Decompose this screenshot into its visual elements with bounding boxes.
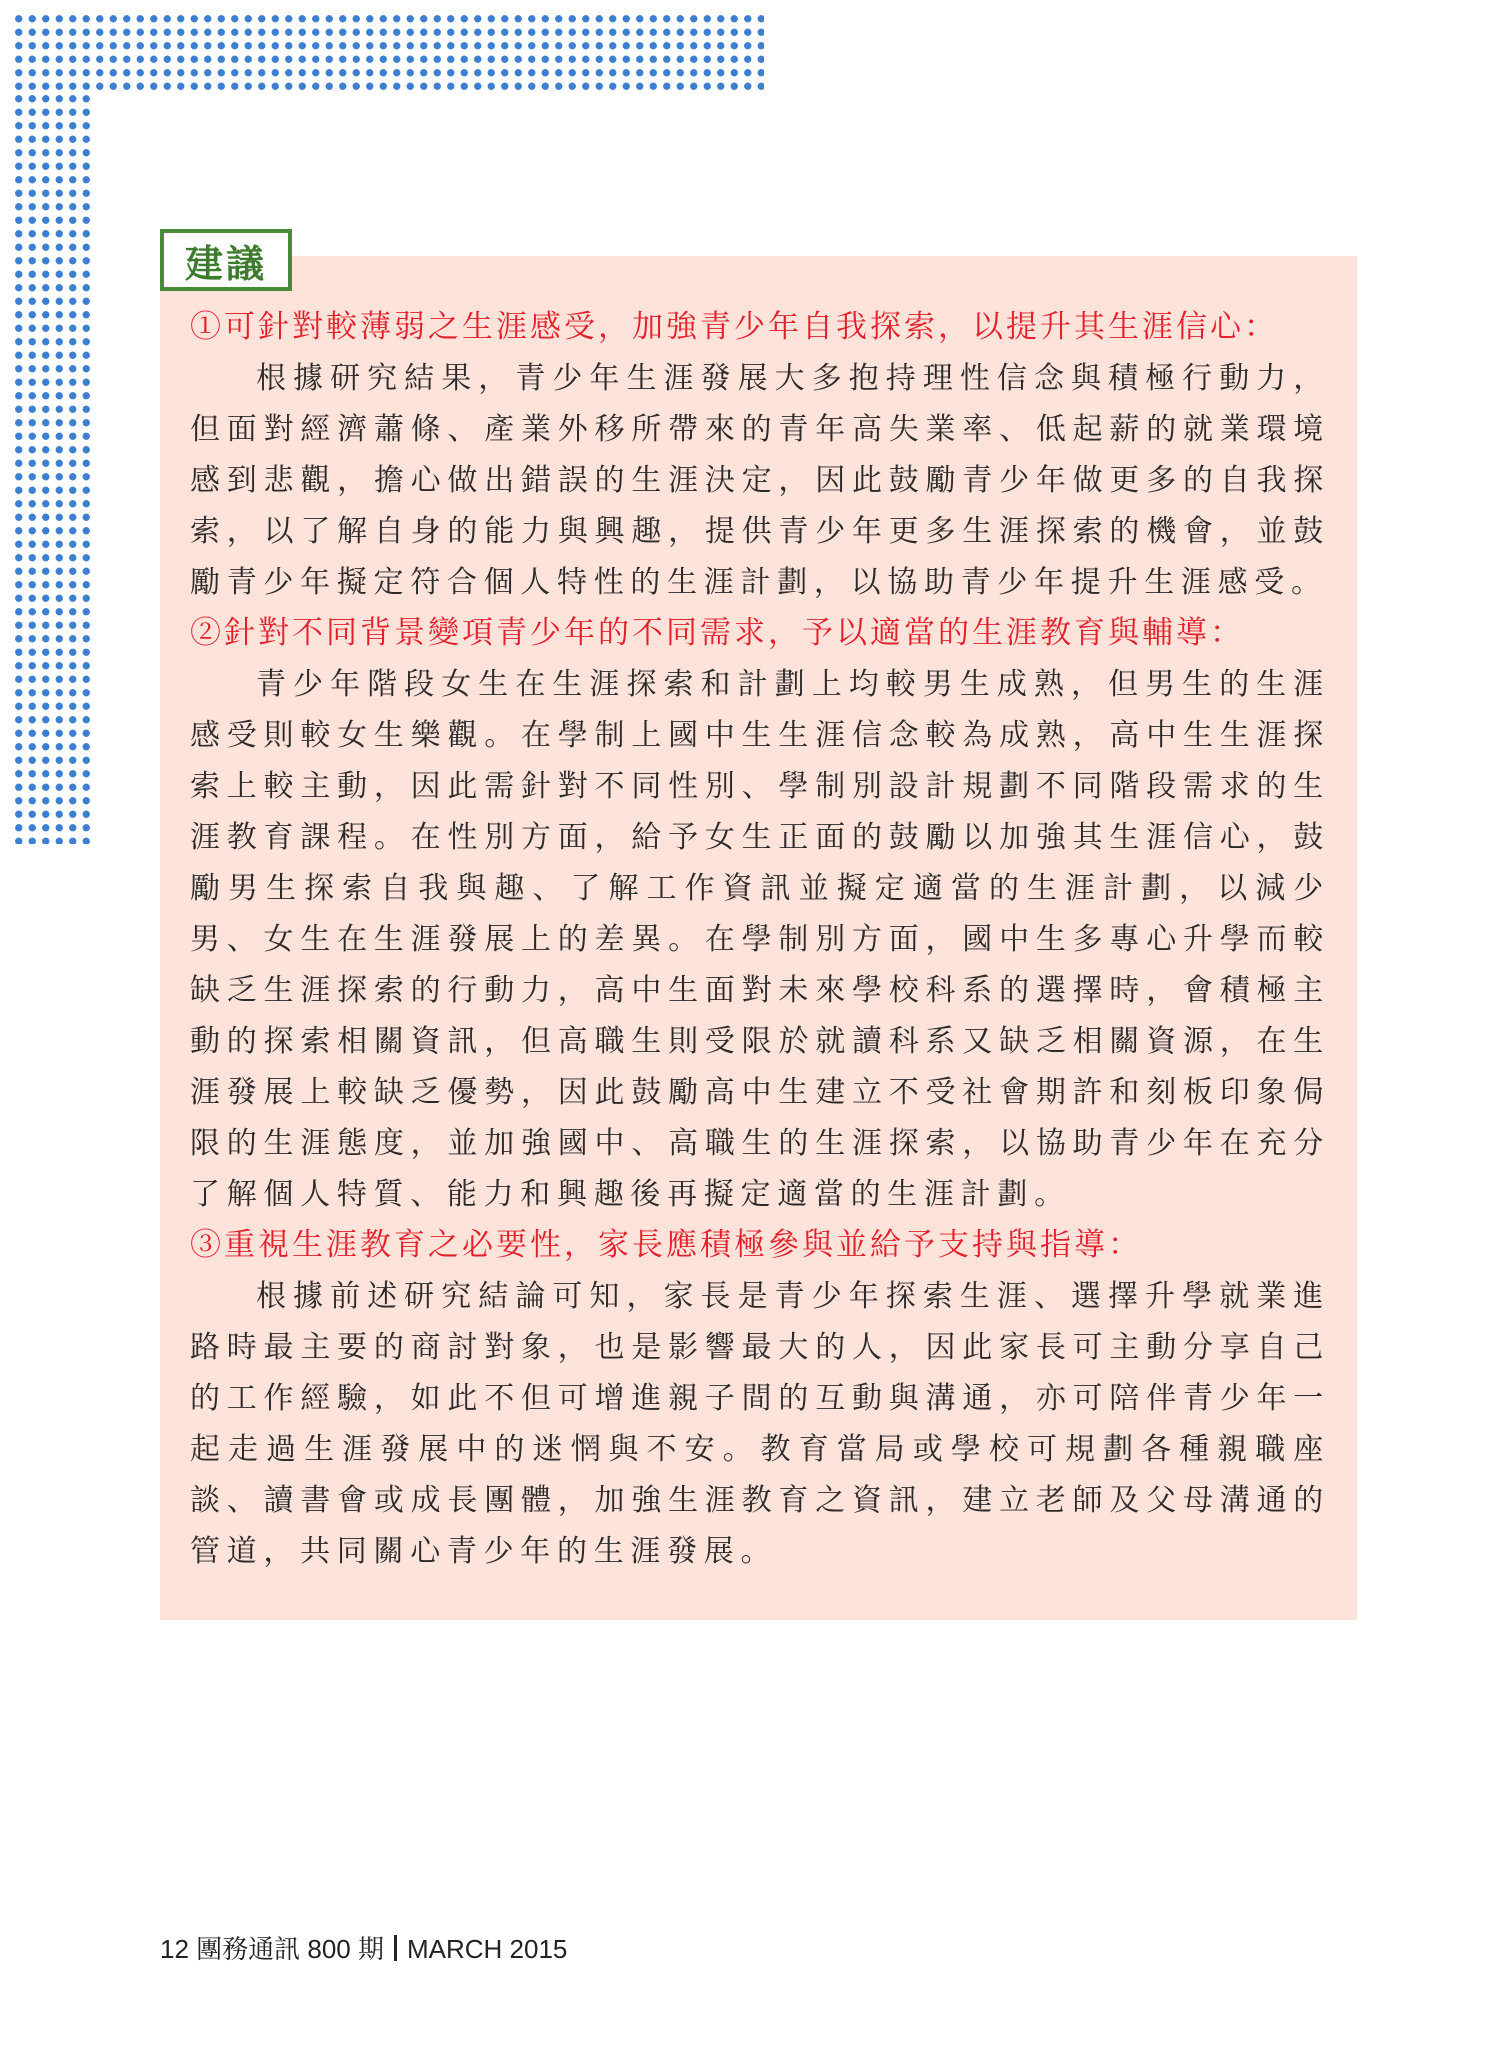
item-heading-2: ②針對不同背景變項青少年的不同需求，予以適當的生涯教育與輔導： <box>190 615 1244 651</box>
section-label: 建議 <box>160 229 292 291</box>
item-heading-3: ③重視生涯教育之必要性，家長應積極參與並給予支持與指導： <box>190 1227 1142 1263</box>
dot-pattern-left <box>12 92 95 844</box>
item-body-2: 青少年階段女生在生涯探索和計劃上均較男生成熟，但男生的生涯感受則較女生樂觀。在學制上國中生生涯信念較為成熟，高中生生涯探索上較主動，因此需針對不同性別、學制別設計規劃不同階段需求的生涯教育課程。在性別方面，給予女生正面的鼓勵以加強其生涯信心，鼓勵男生探索自我與趣、了解工作資訊並擬定適當的生涯計劃，以減少男、女生在生涯發展上的差異。在學制別方面，國中生多專心升學而較缺乏生涯探索的行動力，高中生面對未來學校科系的選擇時，會積極主動的探索相關資訊，但高職生則受限於就讀科系又缺乏相關資源，在生涯發展上較缺乏優勢，因此鼓勵高中生建立不受社會期許和刻板印象侷限的生涯態度，並加強國中、高職生的生涯探索，以協助青少年在充分了解個人特質、能力和興趣後再擬定適當的生涯計劃。 <box>190 667 1330 1212</box>
footer-divider <box>394 1935 397 1961</box>
item-body-3: 根據前述研究結論可知，家長是青少年探索生涯、選擇升學就業進路時最主要的商討對象，也是影響最大的人，因此家長可主動分享自己的工作經驗，如此不但可增進親子間的互動與溝通，亦可陪伴青少年一起走過生涯發展中的迷惘與不安。教育當局或學校可規劃各種親職座談、讀書會或成長團體，加強生涯教育之資訊，建立老師及父母溝通的管道，共同關心青少年的生涯發展。 <box>190 1279 1330 1569</box>
item-heading-1: ①可針對較薄弱之生涯感受，加強青少年自我探索，以提升其生涯信心： <box>190 309 1278 345</box>
suggestion-content <box>190 302 1330 1577</box>
footer-date: MARCH 2015 <box>406 1934 568 1964</box>
footer-issue: 12 團務通訊 800 期 <box>160 1934 384 1964</box>
page-footer <box>160 1929 567 1966</box>
item-body-1: 根據研究結果，青少年生涯發展大多抱持理性信念與積極行動力，但面對經濟蕭條、產業外移所帶來的青年高失業率、低起薪的就業環境感到悲觀，擔心做出錯誤的生涯決定，因此鼓勵青少年做更多的自我探索，以了解自身的能力與興趣，提供青少年更多生涯探索的機會，並鼓勵青少年擬定符合個人特性的生涯計劃，以協助青少年提升生涯感受。 <box>190 361 1330 600</box>
dot-pattern-top <box>12 12 764 92</box>
